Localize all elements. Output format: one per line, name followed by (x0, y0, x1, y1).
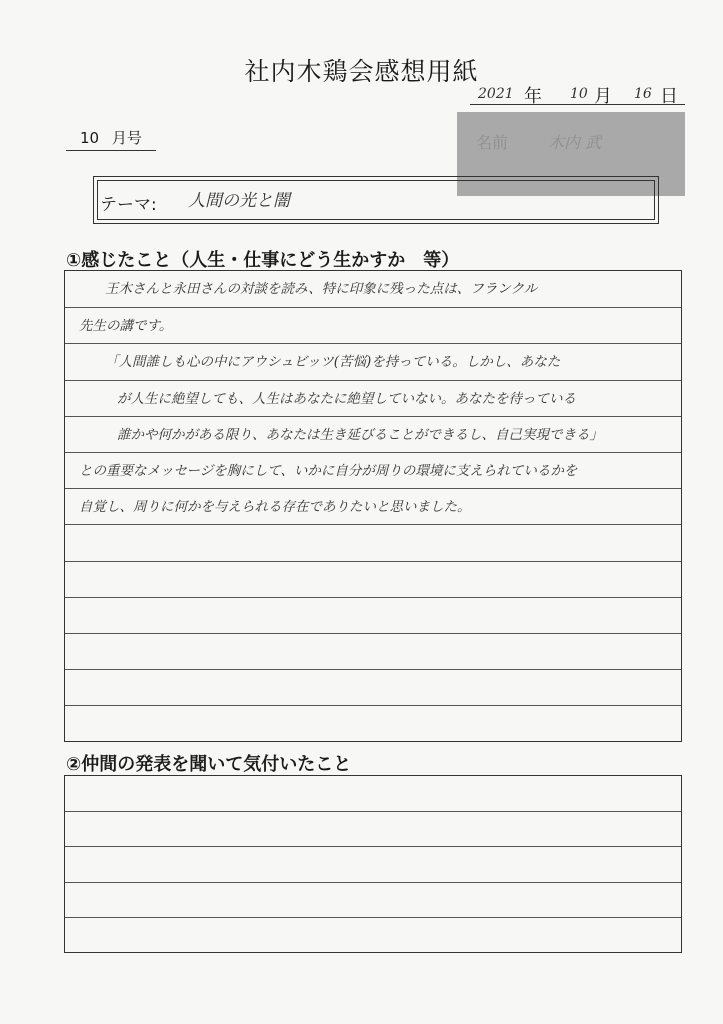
handwritten-line: との重要なメッセージを胸にして、いかに自分が周りの環境に支えられているかを (79, 463, 578, 479)
issue-value: 10 (80, 129, 100, 147)
handwritten-line: 誰かや何かがある限り、あなたは生き延びることができるし、自己実現できる」 (117, 426, 603, 443)
ruled-line-row (65, 882, 681, 918)
ruled-line-row (65, 343, 681, 380)
handwritten-line: 先生の講です。 (79, 318, 173, 335)
date-day-value: 16 (634, 86, 652, 102)
ruled-line-row (65, 776, 681, 811)
ruled-line-row (65, 271, 681, 307)
ruled-line-row (65, 917, 681, 953)
ruled-line-row (65, 561, 681, 598)
ruled-line-row (65, 633, 681, 670)
date-month-label: 月 (594, 86, 612, 107)
ruled-line-row (65, 597, 681, 634)
date-month-value: 10 (570, 86, 588, 102)
form-title: 社内木鶏会感想用紙 (244, 57, 479, 86)
date-day-label: 日 (660, 86, 678, 107)
ruled-line-row (65, 669, 681, 706)
issue-field (80, 127, 142, 148)
name-value: 木内 武 (548, 133, 602, 152)
handwritten-line: 自覚し、周りに何かを与えられる存在でありたいと思いました。 (79, 499, 471, 516)
ruled-line-row (65, 811, 681, 847)
ruled-line-row (65, 416, 681, 453)
ruled-line-row (65, 705, 681, 742)
date-year-value: 2021 (478, 86, 514, 102)
issue-label: 月号 (111, 129, 142, 147)
section1-writing-box (64, 270, 682, 742)
section2-writing-box (64, 775, 682, 953)
theme-label: テーマ: (100, 195, 157, 215)
ruled-line-row (65, 452, 681, 489)
ruled-line-row (65, 846, 681, 882)
name-label: 名前 (476, 133, 509, 152)
handwritten-line: が人生に絶望しても、人生はあなたに絶望していない。あなたを待っている (117, 390, 576, 407)
section2-heading: ②仲間の発表を聞いて気付いたこと (66, 754, 352, 775)
section1-heading: ①感じたこと（人生・仕事にどう生かすか 等） (66, 250, 460, 271)
ruled-line-row (65, 488, 681, 525)
issue-underline (66, 150, 156, 151)
date-year-label: 年 (524, 86, 542, 107)
handwritten-line: 王木さんと永田さんの対談を読み、特に印象に残った点は、フランクル (105, 281, 538, 297)
ruled-line-row (65, 524, 681, 561)
ruled-line-row (65, 380, 681, 417)
date-underline (470, 104, 685, 105)
theme-box-inner (97, 180, 655, 220)
theme-value: 人間の光と闇 (188, 191, 290, 211)
handwritten-line: 「人間誰しも心の中にアウシュビッツ(苦悩)を持っている。しかし、あなた (105, 354, 561, 371)
ruled-line-row (65, 307, 681, 344)
